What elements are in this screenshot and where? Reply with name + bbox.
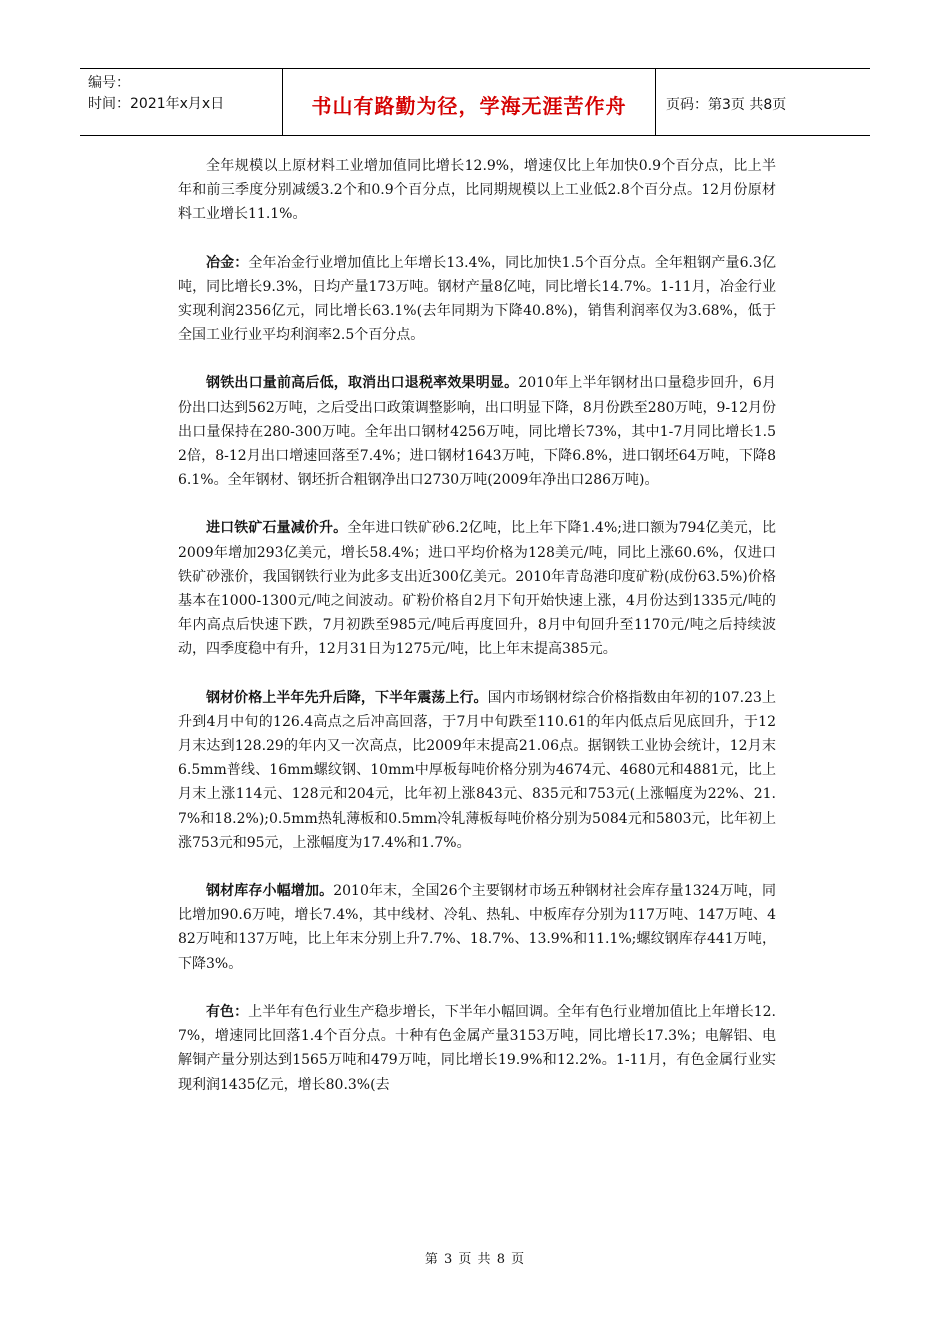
header-info — [80, 69, 283, 135]
header-page-number: 页码：第3页 共8页 — [666, 97, 787, 113]
header-page-cell — [656, 69, 870, 135]
paragraph-lead: 钢材价格上半年先升后降，下半年震荡上行。 — [206, 689, 488, 706]
paragraph-text: 国内市场钢材综合价格指数由年初的107.23上升到4月中旬的126.4高点之后冲高回落，于7月中旬跌至110.61的年内低点后见底回升，于12月末达到128.29的年内又一次高点，比2009年末提高21.06点。据钢铁工业协会统计，12月末6.5mm普线、16mm螺纹钢、10mm中厚板每吨价格分别为4674元、4680元和4881元，比上月末上涨114元、128元和204元，比年初上涨843元、835元和753元(上涨幅度为22%、21.7%和18.2%);0.5mm热轧薄板和0.5mm冷轧薄板每吨价格分别为5084元和5803元，比年初上涨753元和95元，上涨幅度为17.4%和1.7%。 — [178, 689, 776, 851]
paragraph-steel-exports — [178, 371, 776, 492]
paragraph-iron-ore-imports — [178, 516, 776, 661]
paragraph-text: 上半年有色行业生产稳步增长，下半年小幅回调。全年有色行业增加值比上年增长12.7%，增速同比回落1.4个百分点。十种有色金属产量3153万吨，同比增长17.3%；电解铝、电解铜产量分别达到1565万吨和479万吨，同比增长19.9%和12.2%。1-11月，有色金属行业实现利润1435亿元，增长80.3%(去 — [178, 1003, 777, 1093]
document-body — [178, 154, 776, 1121]
paragraph-lead: 钢材库存小幅增加。 — [206, 883, 334, 900]
paragraph-raw-materials — [178, 154, 776, 227]
paragraph-lead: 钢铁出口量前高后低，取消出口退税率效果明显。 — [206, 375, 519, 392]
page-footer: 第 3 页 共 8 页 — [424, 1252, 526, 1267]
document-date-label: 时间：2021年x月x日 — [88, 96, 225, 112]
paragraph-nonferrous — [178, 1000, 776, 1097]
paragraph-text: 全年规模以上原材料工业增加值同比增长12.9%，增速仅比上年加快0.9个百分点，比上半年和前三季度分别减缓3.2个和0.9个百分点，比同期规模以上工业低2.8个百分点。12月份原材料工业增长11.1%。 — [178, 158, 776, 223]
paragraph-steel-inventory — [178, 879, 776, 976]
header-motto-cell — [283, 69, 656, 135]
paragraph-lead: 进口铁矿石量减价升。 — [206, 520, 348, 537]
paragraph-lead: 冶金： — [206, 254, 249, 271]
paragraph-text: 2010年末，全国26个主要钢材市场五种钢材社会库存量1324万吨，同比增加90.6万吨，增长7.4%，其中线材、冷轧、热轧、中板库存分别为117万吨、147万吨、482万吨和137万吨，比上年末分别上升7.7%、18.7%、13.9%和11.1%;螺纹钢库存441万吨，下降3%。 — [178, 883, 776, 972]
paragraph-text: 全年进口铁矿砂6.2亿吨，比上年下降1.4%;进口额为794亿美元，比2009年增加293亿美元，增长58.4%；进口平均价格为128美元/吨，同比上涨60.6%，仅进口铁矿砂涨价，我国钢铁行业为此多支出近300亿美元。2010年青岛港印度矿粉(成份63.5%)价格基本在1000-1300元/吨之间波动。矿粉价格自2月下旬开始快速上涨，4月份达到1335元/吨的年内高点后快速下跌，7月初跌至985元/吨后再度回升，8月中旬回升至1170元/吨之后持续波动，四季度稳中有升，12月31日为1275元/吨，比上年末提高385元。 — [178, 520, 776, 658]
header-motto: 书山有路勤为径，学海无涯苦作舟 — [311, 93, 627, 118]
paragraph-lead: 有色： — [206, 1003, 249, 1020]
paragraph-metallurgy — [178, 251, 776, 348]
paragraph-steel-prices — [178, 686, 776, 855]
document-number-label: 编号： — [88, 75, 130, 91]
paragraph-text: 2010年上半年钢材出口量稳步回升，6月份出口达到562万吨，之后受出口政策调整影响，出口明显下降，8月份跌至280万吨，9-12月份出口量保持在280-300万吨。全年出口钢材4256万吨，同比增长73%，其中1-7月同比增长1.52倍，8-12月出口增速回落至7.4%；进口钢材1643万吨，下降6.8%，进口钢坯64万吨，下降86.1%。全年钢材、钢坯折合粗钢净出口2730万吨(2009年净出口286万吨)。 — [178, 375, 777, 489]
paragraph-text: 全年冶金行业增加值比上年增长13.4%，同比加快1.5个百分点。全年粗钢产量6.3亿吨，同比增长9.3%，日均产量173万吨。钢材产量8亿吨，同比增长14.7%。1-11月，冶金行业实现利润2356亿元，同比增长63.1%(去年同期为下降40.8%)，销售利润率仅为3.68%，低于全国工业行业平均利润率2.5个百分点。 — [178, 254, 776, 344]
page-header — [80, 68, 870, 136]
